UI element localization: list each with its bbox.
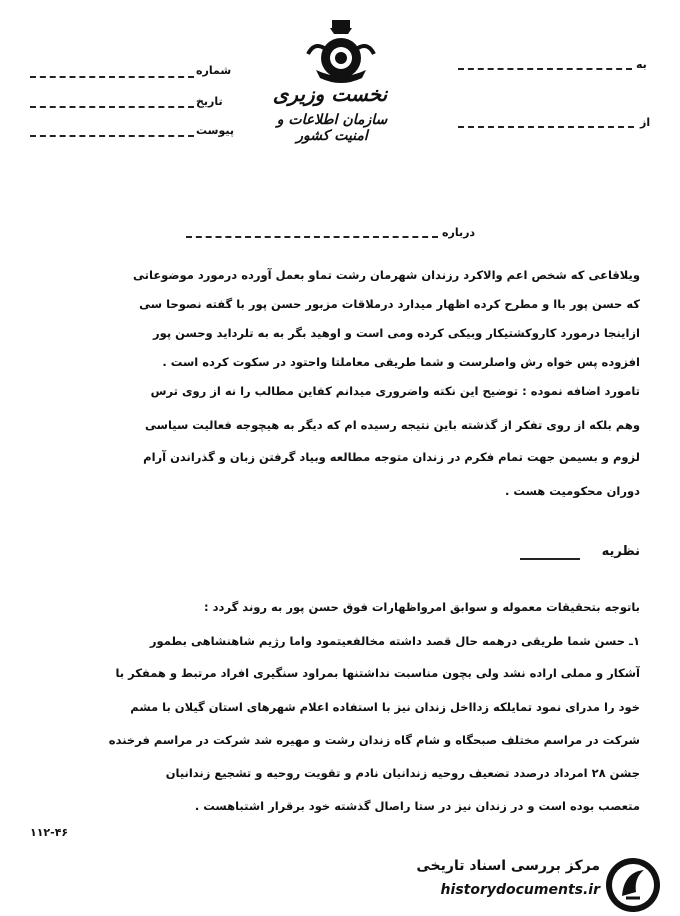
body-line: متعصب بوده است و در زندان نیز در ستا راصال گذشته خود برقرار اشتباهست . — [194, 799, 640, 813]
to-field-label: به — [636, 58, 647, 71]
subject-line — [186, 236, 438, 238]
body-line: دوران محکومیت هست . — [505, 484, 640, 498]
footer-title: مرکز بررسی اسناد تاریخی — [416, 858, 600, 874]
number-field-line — [30, 76, 194, 78]
body-line: آشکار و مملی اراده نشد ولی بچون مناسبت نداشتنها بمراود سنگیری افراد مرتبط و همفکر با — [115, 666, 640, 680]
heading-underline — [520, 558, 580, 560]
body-line: تامورد اضافه نموده : توضیح این نکته واضروری میدانم کفاین مطالب را نه از روی ترس — [150, 384, 640, 398]
body-line: خود را مدرای نمود تمایلکه زدااخل زندان نیز با استفاده اعلام شهرهای استان گیلان با مشم — [130, 700, 640, 714]
organization-title: سازمان اطلاعات و امنیت کشور — [276, 112, 388, 144]
body-line: ازاینجا درمورد کاروکشتیکار وبیکی کرده ومی است و اوهید بگر به به تلرداید وحسن پور — [153, 326, 640, 340]
history-documents-logo-icon — [604, 856, 662, 914]
to-field-line — [458, 68, 632, 70]
from-field-label: از — [640, 116, 651, 129]
body-line: شرکت در مراسم مختلف صبحگاه و شام گاه زندان رشت و مهیره شد شرکت در مراسم فرخنده — [108, 733, 640, 747]
ministry-title: نخست وزیری — [272, 82, 388, 106]
body-line: لزوم و بسیمن جهت تمام فکرم در زندان متوجه مطالعه وبیاد گرفتن زبان و گذراندن آرام — [143, 450, 640, 464]
date-field-label: تاریخ — [196, 95, 223, 108]
footer-url: historydocuments.ir — [440, 882, 600, 898]
subject-label: درباره — [442, 226, 476, 239]
body-line: که حسن پور باا و مطرح کرده اظهار میدارد درملاقات مزبور حسن پور با گفته نصوحا سی — [139, 297, 640, 311]
body-line: جشن ۲۸ امرداد درصدد تضعیف روحیه زندانیان نادم و تقویت روحیه و تشجیع زندانیان — [165, 766, 640, 780]
section-heading: نظریه — [601, 544, 640, 559]
body-line: ۱ـ حسن شما طریقی درهمه حال قصد داشته مخالفعیتمود واما رژیم شاهنشاهی بطمور — [149, 634, 640, 648]
body-line: افزوده پس خواه رش واصلرست و شما طریقی معاملتا واحتود در سکوت کرده است . — [162, 355, 640, 369]
body-line: باتوجه بتحقیقات معموله و سوابق امرواظهارات فوق حسن پور به روند گردد : — [204, 600, 640, 614]
attachment-field-label: پیوست — [196, 124, 234, 137]
number-field-label: شماره — [196, 64, 232, 77]
document-code: ۱۱۲-۴۶ — [30, 826, 69, 839]
attachment-field-line — [30, 135, 194, 137]
body-line: ویلاقاعی که شخص اعم والاکرد رزندان شهرمان رشت تماو بعمل آورده درمورد موضوعاتی — [133, 268, 640, 282]
body-line: وهم بلکه از روی تفکر از گذشته باین نتیجه رسیده ام که دیگر به هیچوجه فعالیت سیاسی — [145, 418, 640, 432]
lion-and-sun-emblem-icon — [296, 18, 386, 88]
from-field-line — [458, 126, 634, 128]
date-field-line — [30, 106, 194, 108]
